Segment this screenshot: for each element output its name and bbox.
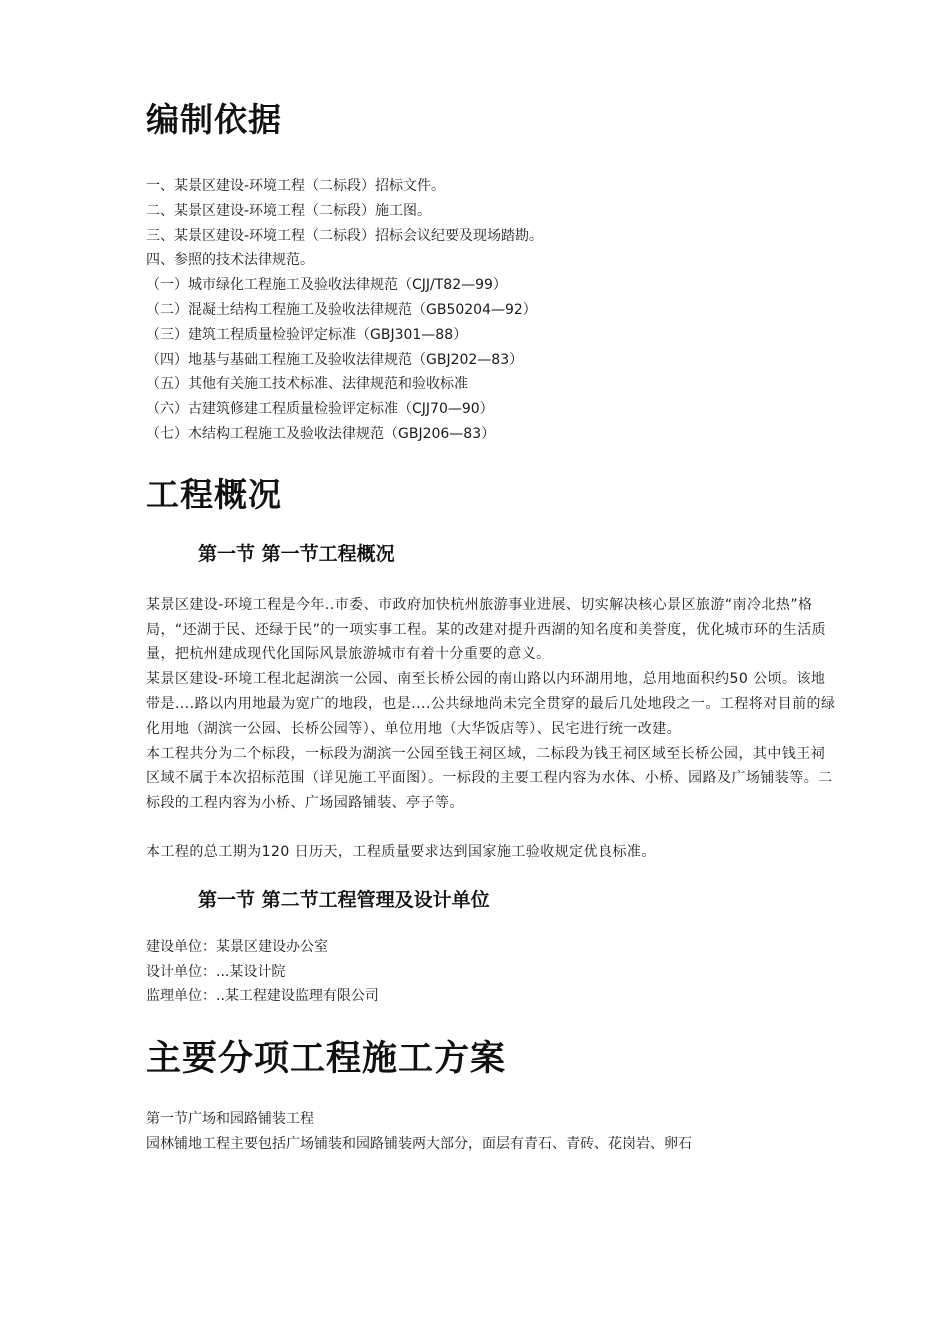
plan-line: 园林铺地工程主要包括广场铺装和园路铺装两大部分，面层有青石、青砖、花岗岩、卵石 xyxy=(146,1135,692,1152)
basis-item: （六）古建筑修建工程质量检验评定标准（CJJ70—90） xyxy=(146,401,494,418)
basis-item: （七）木结构工程施工及验收法律规范（GBJ206—83） xyxy=(146,425,496,442)
section-heading-overview: 工程概况 xyxy=(146,474,282,514)
basis-item: （二）混凝土结构工程施工及验收法律规范（GB50204—92） xyxy=(146,301,537,318)
unit-line: 设计单位：...某设计院 xyxy=(146,963,286,980)
unit-line: 建设单位：某景区建设办公室 xyxy=(146,938,328,955)
basis-item: 三、某景区建设-环境工程（二标段）招标会议纪要及现场踏勘。 xyxy=(146,227,544,244)
basis-item: （五）其他有关施工技术标准、法律规范和验收标准 xyxy=(146,376,468,393)
subsection-heading-management: 第一节 第二节工程管理及设计单位 xyxy=(198,888,490,911)
plan-line: 第一节广场和园路铺装工程 xyxy=(146,1111,314,1128)
basis-item: （三）建筑工程质量检验评定标准（GBJ301—88） xyxy=(146,326,468,343)
document-page xyxy=(146,100,836,1157)
overview-paragraph: 某景区建设-环境工程是今年..市委、市政府加快杭州旅游事业进展、切实解决核心景区旅游“南冷北热”格局，“还湖于民、还绿于民”的一项实事工程。某的改建对提升西湖的知名度和美誉度，优化城市环的生活质量，把杭州建成现代化国际风景旅游城市有着十分重要的意义。 xyxy=(146,596,827,663)
overview-paragraph: 本工程共分为二个标段，一标段为湖滨一公园至钱王祠区域，二标段为钱王祠区域至长桥公园，其中钱王祠区域不属于本次招标范围（详见施工平面图）。一标段的主要工程内容为水体、小桥、园路及广场铺装等。二标段的工程内容为小桥、广场园路铺装、亭子等。 xyxy=(146,745,833,812)
section-heading-construction-plan: 主要分项工程施工方案 xyxy=(146,1038,507,1080)
basis-item: 一、某景区建设-环境工程（二标段）招标文件。 xyxy=(146,178,446,194)
basis-item: （四）地基与基础工程施工及验收法律规范（GBJ202—83） xyxy=(146,351,524,368)
subsection-heading-overview: 第一节 第一节工程概况 xyxy=(198,542,395,565)
overview-paragraph: 某景区建设-环境工程北起湖滨一公园、南至长桥公园的南山路以内环湖用地，总用地面积约50 公顷。该地带是....路以内用地最为宽广的地段，也是....公共绿地尚未完全贯穿的最后几处地段之一。工程将对目前的绿化用地（湖滨一公园、长桥公园等）、单位用地（大华饭店等）、民宅进行统一改建。 xyxy=(146,671,836,737)
basis-item: （一）城市绿化工程施工及验收法律规范（CJJ/T82—99） xyxy=(146,277,507,294)
basis-item: 四、参照的技术法律规范。 xyxy=(146,252,314,269)
unit-line: 监理单位：..某工程建设监理有限公司 xyxy=(146,988,379,1005)
basis-list xyxy=(146,174,836,447)
section-heading-basis: 编制依据 xyxy=(146,100,282,139)
basis-item: 二、某景区建设-环境工程（二标段）施工图。 xyxy=(146,202,432,219)
overview-paragraph: 本工程的总工期为120 日历天，工程质量要求达到国家施工验收规定优良标准。 xyxy=(146,843,656,860)
